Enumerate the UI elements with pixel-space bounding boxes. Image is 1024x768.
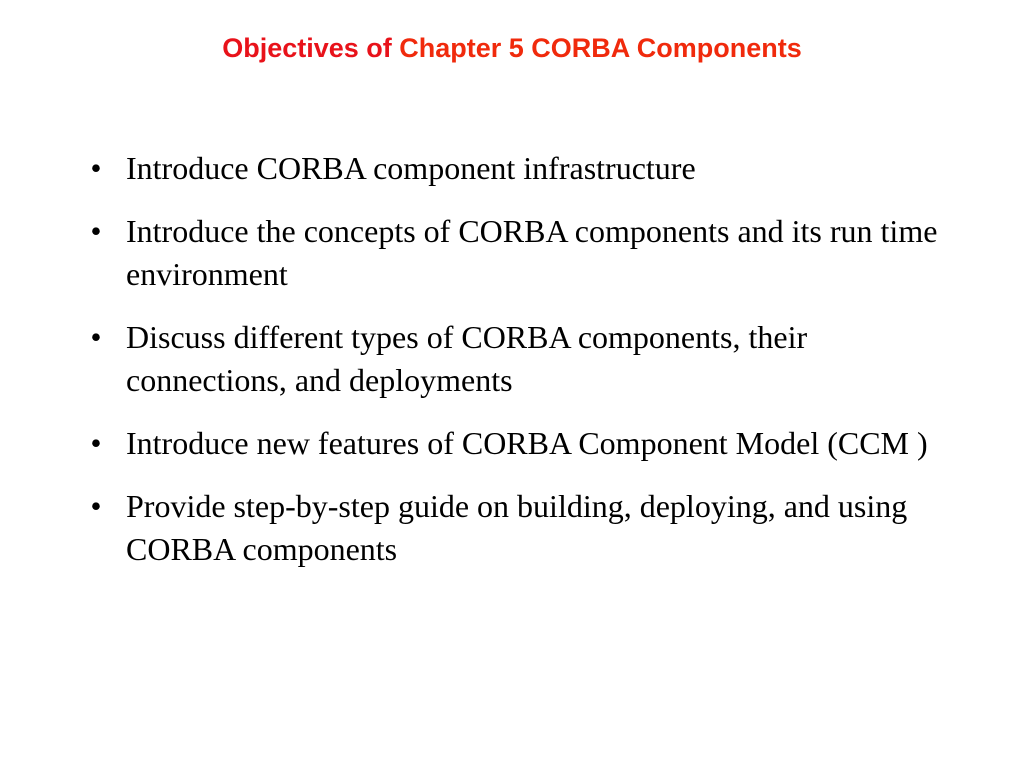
- list-item: [86, 147, 966, 190]
- slide-title-chapter: Chapter 5 CORBA Components: [399, 33, 802, 63]
- slide-title: [0, 30, 1024, 66]
- list-item: [86, 422, 966, 465]
- bullet-icon: •: [90, 319, 102, 355]
- list-item-text: Provide step-by-step guide on building, deploying, and using CORBA components: [126, 488, 908, 567]
- list-item-text: Introduce the concepts of CORBA components and its run time environment: [126, 213, 938, 292]
- bullet-icon: •: [90, 425, 102, 461]
- bullet-icon: •: [90, 150, 102, 186]
- bullet-icon: •: [90, 213, 102, 249]
- list-item: [86, 485, 966, 571]
- list-item-text: Introduce new features of CORBA Component Model (CCM ): [126, 425, 928, 461]
- objectives-list: [86, 147, 966, 591]
- bullet-icon: •: [90, 488, 102, 524]
- list-item-text: Introduce CORBA component infrastructure: [126, 150, 696, 186]
- list-item: [86, 316, 966, 402]
- slide-title-prefix: Objectives of: [222, 33, 400, 63]
- list-item-text: Discuss different types of CORBA components, their connections, and deployments: [126, 319, 808, 398]
- list-item: [86, 210, 966, 296]
